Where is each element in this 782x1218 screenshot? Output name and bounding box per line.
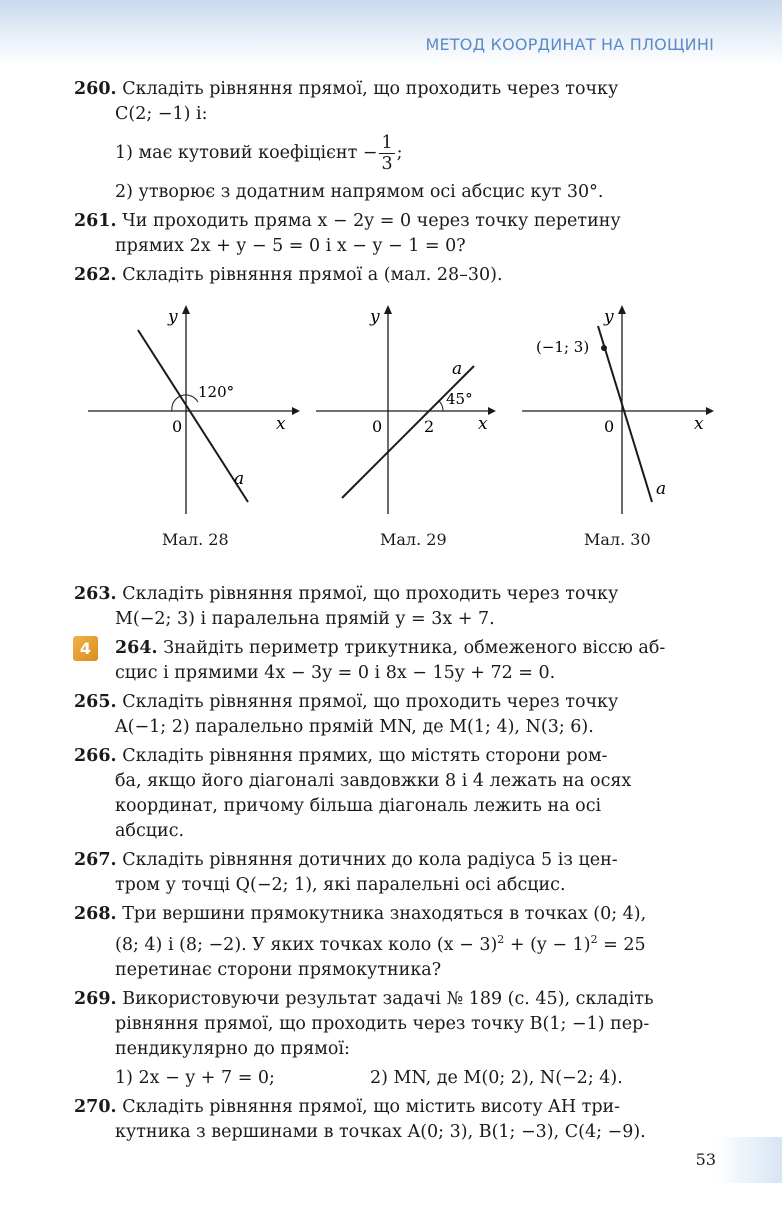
problem-text: ба, якщо його діагоналі завдовжки 8 і 4 лежать на осях (115, 771, 632, 791)
page-content (74, 77, 715, 1149)
problem-text: Складіть рівняння прямих, що містять сторони ром- (122, 746, 608, 766)
line-label: a (452, 359, 463, 379)
problem-number: 268. (74, 904, 117, 924)
problem-262 (74, 263, 715, 288)
problem-number: 260. (74, 79, 117, 99)
x-axis-arrow (488, 407, 496, 415)
origin-label: 0 (172, 417, 183, 436)
problem-text: Складіть рівняння прямої, що проходить через точку (122, 79, 619, 99)
page-number-band (716, 1137, 782, 1183)
problem-number: 266. (74, 746, 117, 766)
problem-text: Використовуючи результат задачі № 189 (с. 45), складіть (122, 988, 654, 1009)
problem-number: 262. (74, 265, 117, 285)
problem-268 (74, 902, 715, 983)
problem-266 (74, 744, 715, 844)
problem-text: кутника з вершинами в точках A(0; 3), B(1; −3), C(4; −9). (115, 1121, 646, 1142)
figure-30 (518, 302, 718, 522)
line-a (598, 326, 652, 502)
item-text: ; (396, 143, 403, 163)
problem-260 (74, 77, 715, 205)
figure-29 (312, 302, 502, 522)
options-row (74, 1066, 715, 1091)
problem-item-1 (74, 133, 715, 174)
level-badge: 4 (73, 636, 98, 661)
problem-text: Складіть рівняння прямої, що містить висоту AH три- (122, 1096, 621, 1117)
problem-263 (74, 582, 715, 632)
x-label: x (694, 414, 704, 434)
problem-261 (74, 209, 715, 259)
figure-caption: Мал. 29 (380, 530, 447, 549)
problem-text: Складіть рівняння дотичних до кола радіуса 5 із цен- (122, 850, 618, 870)
problem-text: C(2; −1) і: (115, 104, 208, 124)
figure-28 (80, 302, 300, 522)
problem-text: Складіть рівняння прямої a (мал. 28–30). (122, 265, 503, 285)
option-1: 1) 2x − y + 7 = 0; (115, 1067, 275, 1088)
y-label: y (168, 307, 178, 327)
y-axis-arrow (182, 305, 190, 314)
x-axis-arrow (292, 407, 300, 415)
problem-text: абсцис. (115, 821, 185, 841)
figure-caption: Мал. 30 (584, 530, 651, 549)
problem-text: тром у точці Q(−2; 1), які паралельні осі абсцис. (115, 875, 566, 895)
problem-number: 264. (115, 638, 158, 658)
problem-text: Складіть рівняння прямої, що проходить через точку (122, 692, 619, 712)
problem-text: A(−1; 2) паралельно прямій MN, де M(1; 4), N(3; 6). (115, 717, 594, 737)
superscript: 2 (590, 933, 598, 946)
figure-caption: Мал. 28 (162, 530, 229, 549)
point-marker (601, 345, 607, 351)
item-text: 1) має кутовий коефіцієнт − (115, 143, 378, 163)
x-label: x (276, 414, 286, 434)
text-fragment: + (y − 1) (504, 934, 591, 955)
problem-text: Складіть рівняння прямої, що проходить через точку (122, 584, 619, 604)
problem-number: 270. (74, 1096, 117, 1117)
problem-text: рівняння прямої, що проходить через точку B(1; −1) пер- (115, 1013, 650, 1034)
problem-270 (74, 1095, 715, 1145)
text-fragment: (8; 4) і (8; −2). У яких точках коло (x − 3) (115, 934, 498, 955)
x-axis-arrow (706, 407, 714, 415)
line-a (342, 366, 474, 498)
figures-row (74, 302, 715, 564)
problem-264 (74, 636, 715, 686)
option-2: 2) MN, де M(0; 2), N(−2; 4). (370, 1067, 623, 1088)
running-title: МЕТОД КООРДИНАТ НА ПЛОЩИНІ (425, 35, 714, 54)
problem-text: M(−2; 3) і паралельна прямій y = 3x + 7. (115, 609, 495, 629)
line-label: a (656, 479, 667, 499)
problem-269 (74, 987, 715, 1091)
problem-number: 265. (74, 692, 117, 712)
angle-label: 120° (198, 383, 235, 401)
origin-label: 0 (372, 417, 383, 436)
problem-text: Чи проходить пряма x − 2y = 0 через точку перетину (122, 211, 621, 231)
page-number: 53 (695, 1150, 716, 1169)
problem-text (74, 927, 715, 958)
problem-267 (74, 848, 715, 898)
problem-text: Знайдіть периметр трикутника, обмеженого віссю аб- (163, 638, 666, 658)
problem-265 (74, 690, 715, 740)
problem-number: 263. (74, 584, 117, 604)
fraction (379, 133, 394, 174)
problem-text: сцис і прямими 4x − 3y = 0 і 8x − 15y + 72 = 0. (115, 663, 556, 683)
fraction-denominator: 3 (381, 154, 393, 174)
y-label: y (370, 307, 380, 327)
problem-text: прямих 2x + y − 5 = 0 і x − y − 1 = 0? (115, 236, 466, 256)
text-fragment: = 25 (597, 934, 646, 955)
superscript: 2 (497, 933, 505, 946)
origin-label: 0 (604, 417, 615, 436)
problem-item-2: 2) утворює з додатним напрямом осі абсцис кут 30°. (115, 182, 604, 202)
y-axis-arrow (384, 305, 392, 314)
x-tick-label: 2 (424, 417, 435, 436)
x-label: x (478, 414, 488, 434)
problem-number: 261. (74, 211, 117, 231)
top-band (0, 0, 782, 66)
problem-text: перетинає сторони прямокутника? (115, 959, 442, 980)
y-label: y (604, 307, 614, 327)
point-label: (−1; 3) (536, 338, 590, 356)
problem-number: 267. (74, 850, 117, 870)
line-a (138, 330, 248, 502)
problem-text: координат, причому більша діагональ лежить на осі (115, 796, 602, 816)
problem-text: Три вершини прямокутника знаходяться в точках (0; 4), (122, 904, 647, 924)
angle-label: 45° (446, 390, 473, 408)
line-label: a (234, 469, 245, 489)
problem-text: пендикулярно до прямої: (115, 1038, 350, 1059)
problem-number: 269. (74, 988, 117, 1009)
y-axis-arrow (618, 305, 626, 314)
angle-arc (439, 401, 443, 411)
fraction-numerator: 1 (381, 133, 393, 153)
